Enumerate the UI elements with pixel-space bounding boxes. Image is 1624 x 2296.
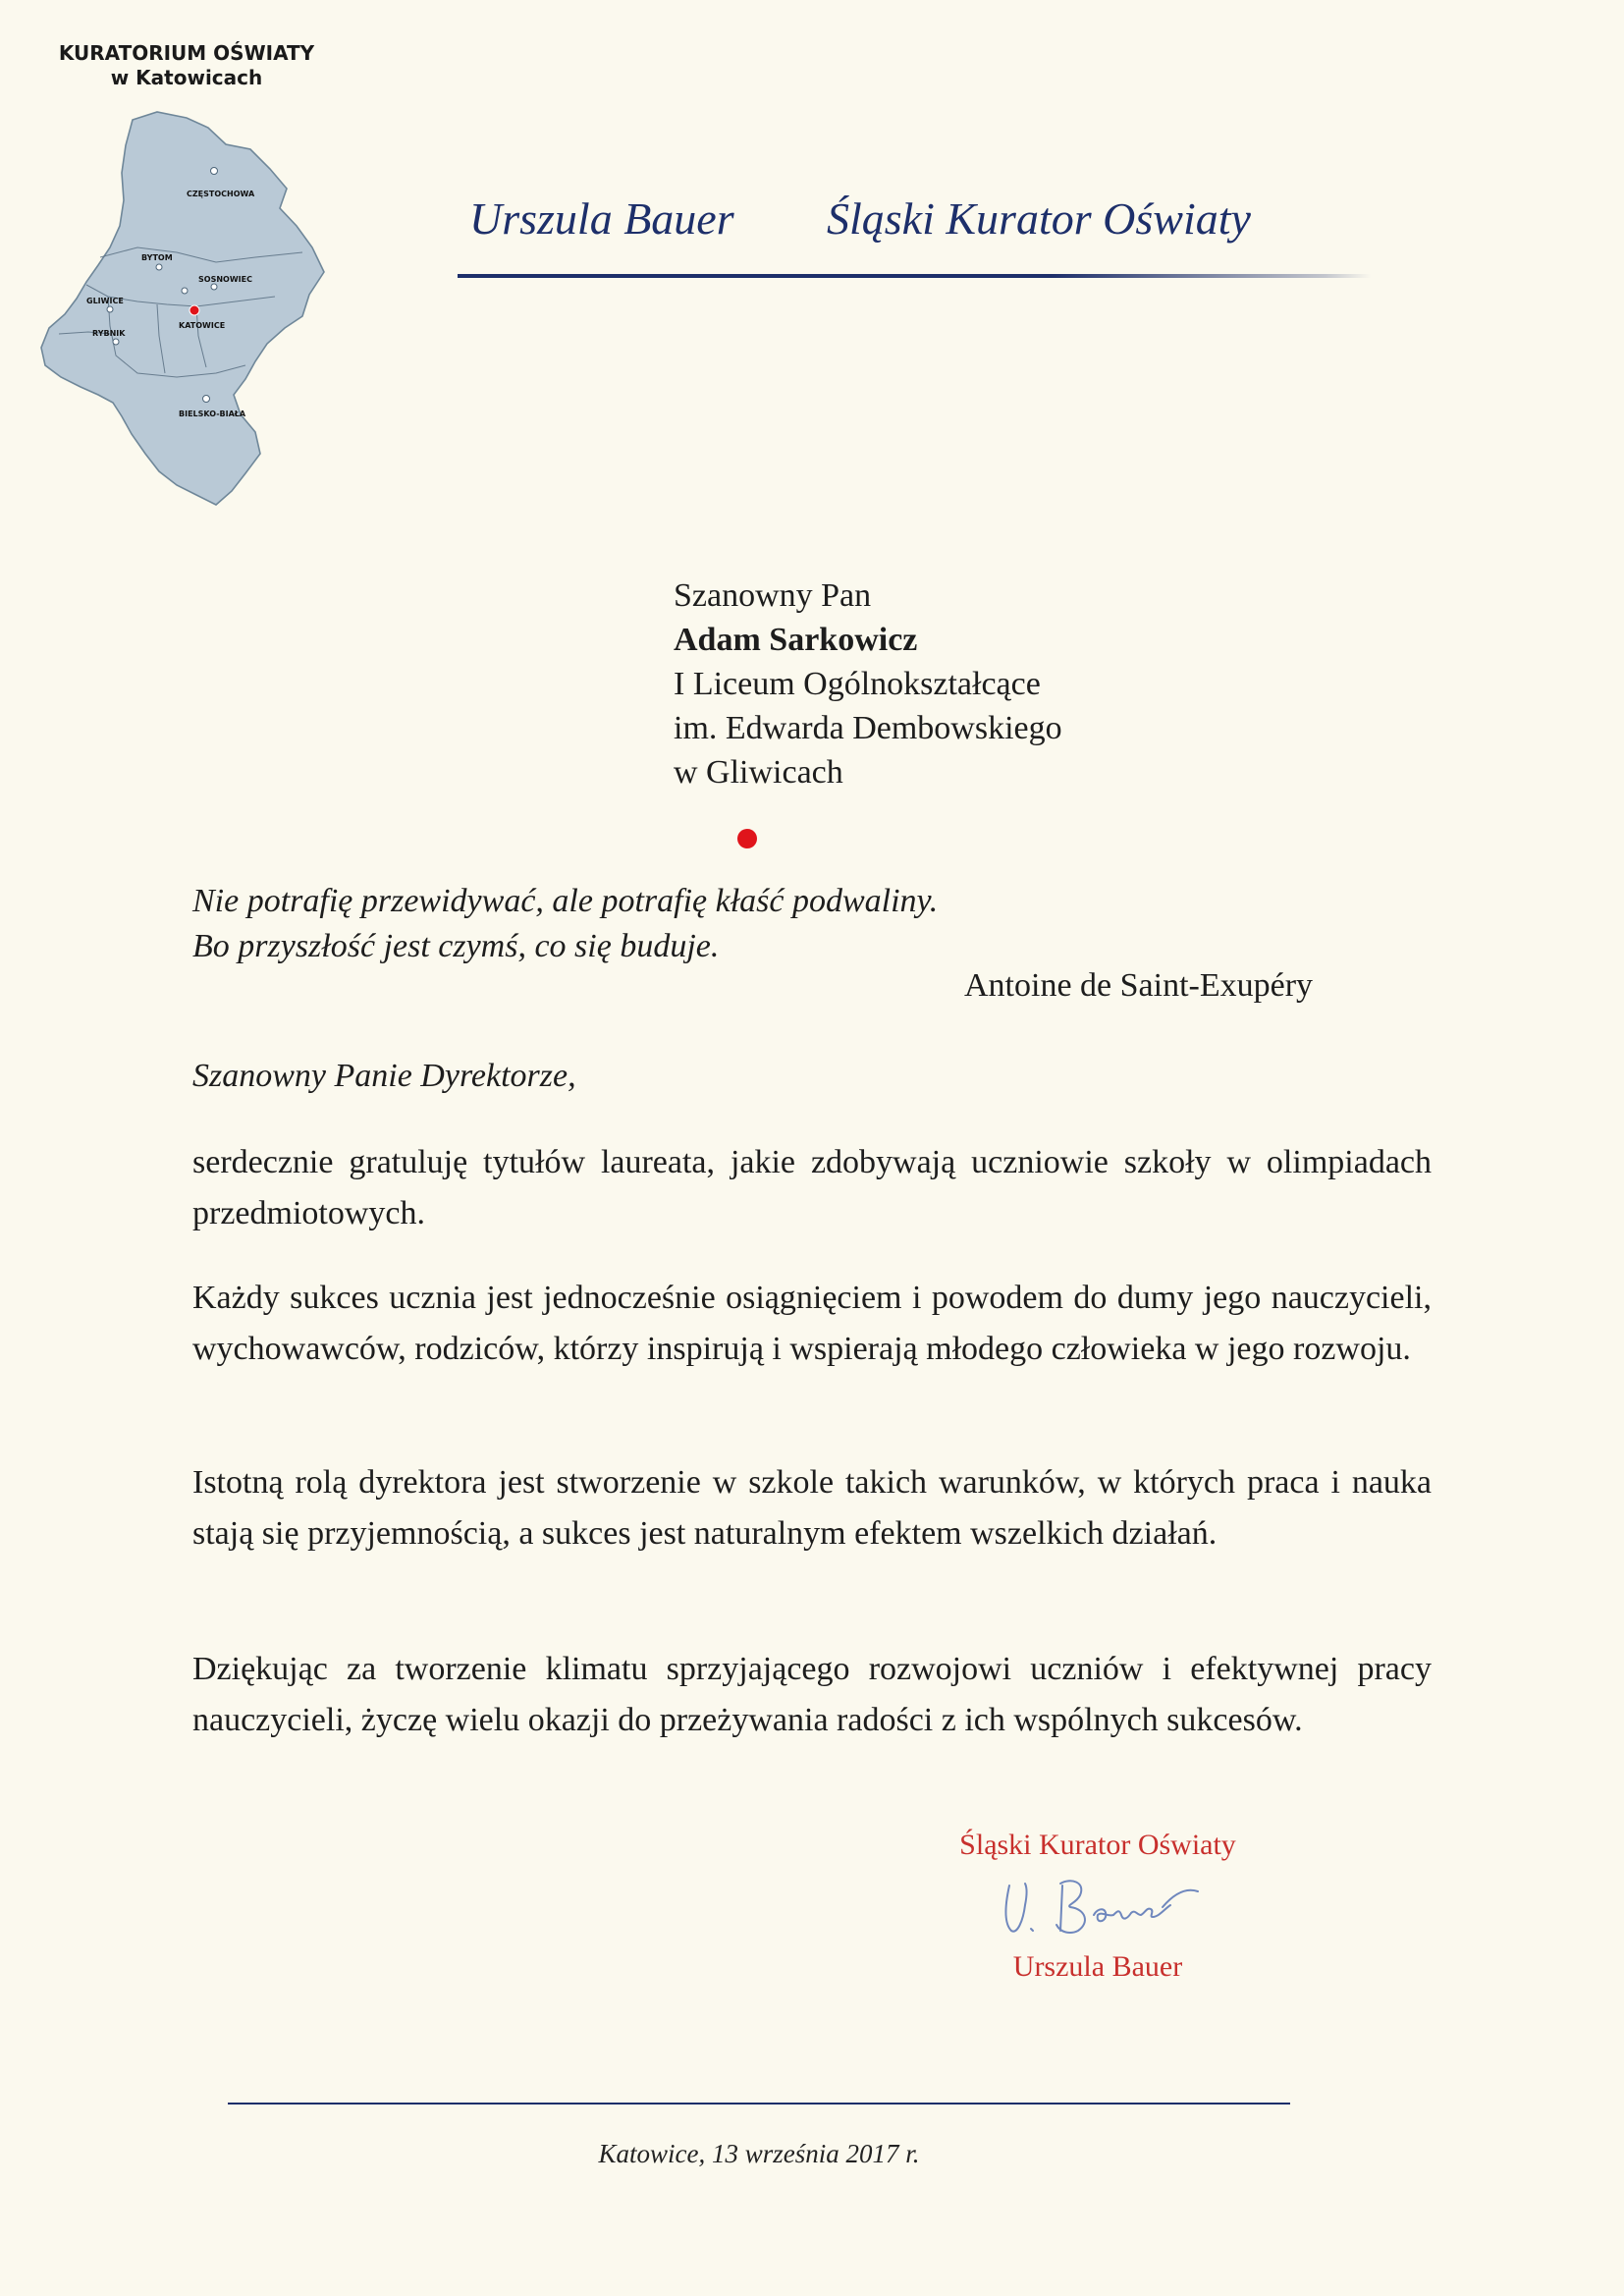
org-name (39, 41, 334, 90)
recipient-name: Adam Sarkowicz (674, 622, 918, 658)
header-divider (458, 274, 1371, 278)
map-label-czestochowa: CZĘSTOCHOWA (187, 190, 255, 198)
recipient-school-line3: w Gliwicach (674, 754, 843, 791)
map-city-dot (203, 396, 210, 403)
recipient-block (674, 574, 1062, 794)
map-city-dot (182, 288, 188, 294)
map-city-dot (211, 168, 218, 175)
org-name-line1: KURATORIUM OŚWIATY (58, 41, 315, 65)
map-label-bytom: BYTOM (141, 253, 173, 262)
quote-line1: Nie potrafię przewidywać, ale potrafię kłaść podwaliny. (192, 883, 939, 919)
red-dot-ornament (737, 829, 757, 848)
recipient-school-line1: I Liceum Ogólnokształcące (674, 666, 1041, 702)
footer-place-date: Katowice, 13 września 2017 r. (598, 2139, 920, 2168)
org-name-line2: w Katowicach (110, 66, 263, 89)
header-name: Urszula Bauer (469, 193, 734, 244)
map-city-dot (156, 264, 162, 270)
quote-author: Antoine de Saint-Exupéry (964, 967, 1314, 1004)
map-region-shape (41, 112, 324, 505)
map-city-dot (211, 284, 217, 290)
map-label-gliwice: GLIWICE (86, 297, 124, 305)
map-label-bielsko-biala: BIELSKO-BIAŁA (179, 410, 246, 418)
letter-paragraph-3: Istotną rolą dyrektora jest stworzenie w szkole takich warunków, w których praca i nauka stają się przyjemnością, a sukces jest naturalnym efektem wszelkich działań. (192, 1464, 1432, 1552)
map-capital-dot (189, 305, 199, 315)
quote-line2: Bo przyszłość jest czymś, co się buduje. (192, 928, 720, 964)
footer-divider (228, 2103, 1290, 2105)
letter-salutation: Szanowny Panie Dyrektorze, (192, 1058, 576, 1094)
signature-title: Śląski Kurator Oświaty (959, 1829, 1236, 1861)
recipient-salutation: Szanowny Pan (674, 577, 872, 614)
map-city-dot (113, 339, 119, 345)
handwritten-signature (992, 1866, 1227, 1949)
map-label-katowice: KATOWICE (179, 321, 226, 330)
silesia-map (39, 110, 353, 513)
letter-paragraph-4: Dziękując za tworzenie klimatu sprzyjającego rozwojowi uczniów i efektywnej pracy nauczycieli, życzę wielu okazji do przeżywania radości z ich wspólnych sukcesów. (192, 1651, 1432, 1738)
letter-paragraph-2: Każdy sukces ucznia jest jednocześnie osiągnięciem i powodem do dumy jego nauczycieli, wychowawców, rodziców, którzy inspirują i wspierają młodego człowieka w jego rozwoju. (192, 1280, 1432, 1367)
header-title: Śląski Kurator Oświaty (827, 193, 1251, 244)
letter-paragraph-1: serdecznie gratuluję tytułów laureata, jakie zdobywają uczniowie szkoły w olimpiadach przedmiotowych. (192, 1144, 1432, 1231)
signature-name: Urszula Bauer (1012, 1950, 1183, 1983)
map-label-sosnowiec: SOSNOWIEC (198, 275, 252, 284)
map-city-dot (107, 306, 113, 312)
quote-block (192, 879, 938, 969)
map-label-rybnik: RYBNIK (92, 329, 126, 338)
recipient-school-line2: im. Edwarda Dembowskiego (674, 710, 1062, 746)
